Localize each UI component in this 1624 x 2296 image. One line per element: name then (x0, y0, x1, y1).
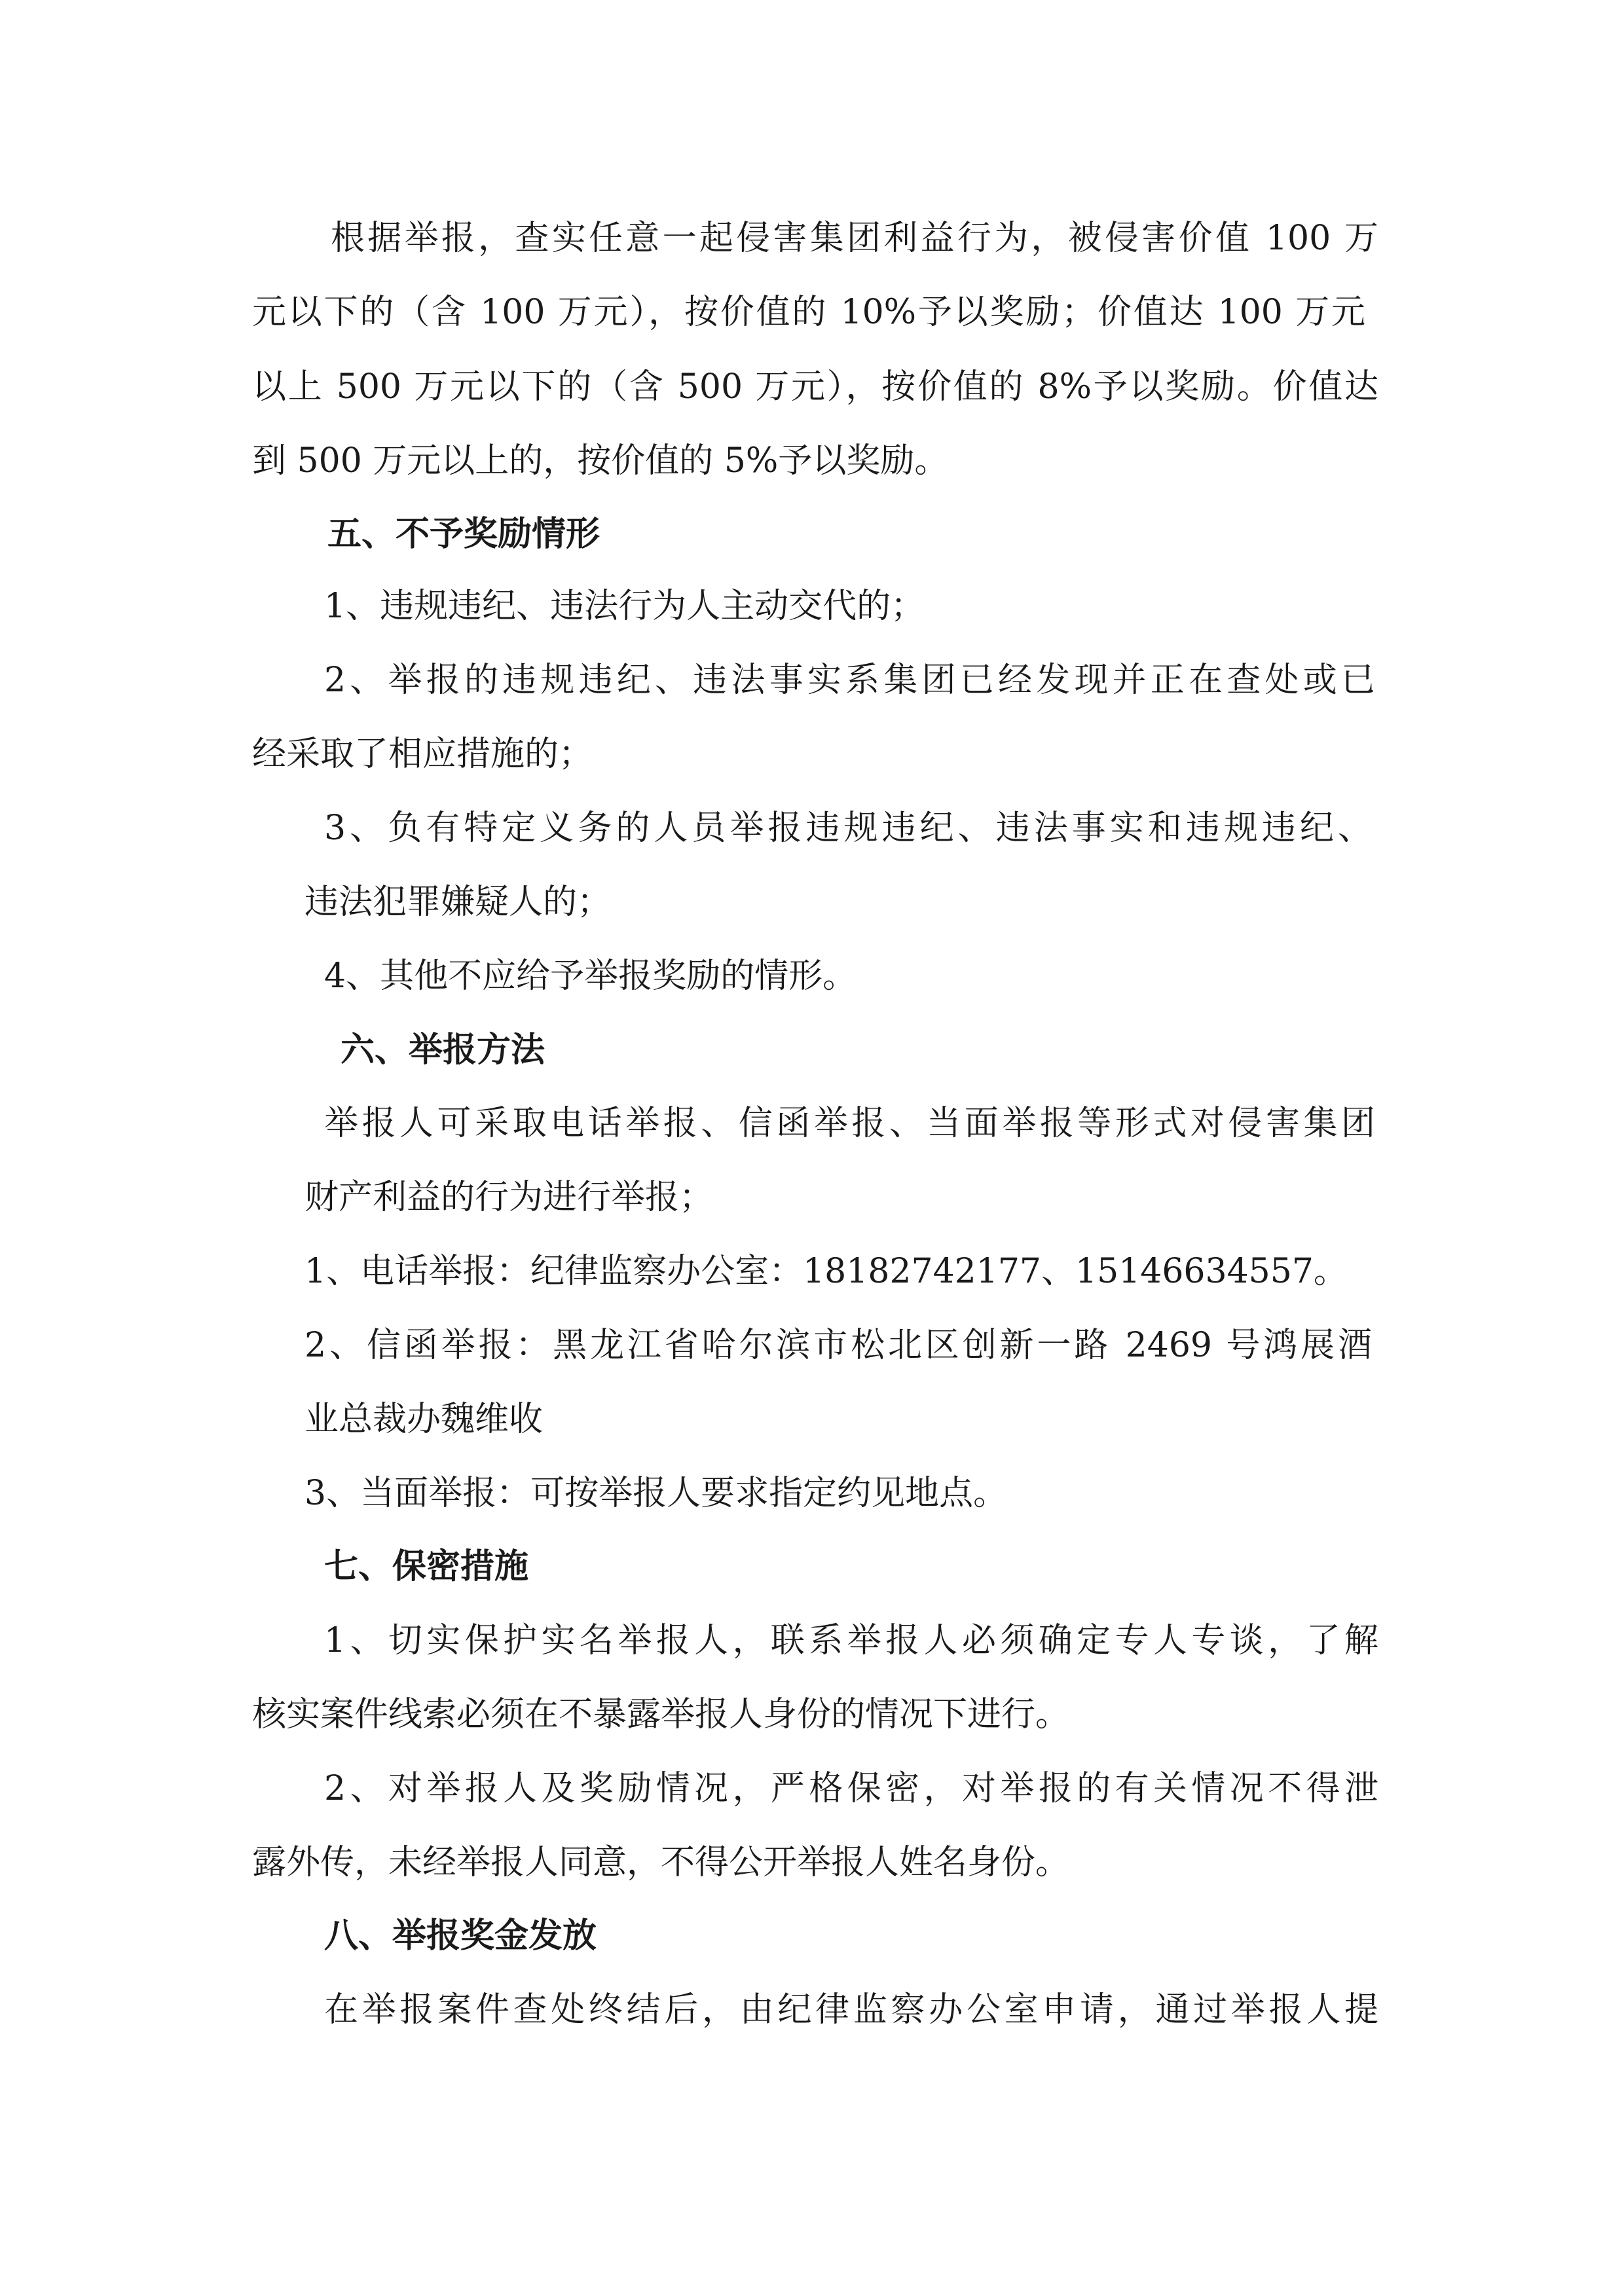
body-line: 在举报案件查处终结后，由纪律监察办公室申请，通过举报人提 (324, 1990, 1378, 2030)
body-line: 财产利益的行为进行举报； (304, 1178, 714, 1217)
section-heading: 七、保密措施 (324, 1547, 529, 1586)
body-line: 2、信函举报：黑龙江省哈尔滨市松北区创新一路 2469 号鸿展酒 (304, 1326, 1372, 1365)
section-heading: 六、举报方法 (341, 1030, 545, 1070)
body-line: 举报人可采取电话举报、信函举报、当面举报等形式对侵害集团 (324, 1104, 1375, 1143)
body-line: 2、对举报人及奖励情况，严格保密，对举报的有关情况不得泄 (324, 1769, 1378, 1808)
body-line: 业总裁办魏维收 (304, 1400, 544, 1439)
body-line: 露外传，未经举报人同意，不得公开举报人姓名身份。 (252, 1843, 1070, 1882)
body-line: 4、其他不应给予举报奖励的情形。 (324, 957, 857, 996)
body-line: 3、负有特定义务的人员举报违规违纪、违法事实和违规违纪、 (324, 809, 1372, 848)
body-line: 1、电话举报：纪律监察办公室：18182742177、15146634557。 (304, 1252, 1348, 1291)
body-line: 1、违规违纪、违法行为人主动交代的； (324, 587, 925, 626)
body-line: 以上 500 万元以下的（含 500 万元），按价值的 8%予以奖励。价值达 (252, 367, 1378, 407)
body-line: 核实案件线索必须在不暴露举报人身份的情况下进行。 (252, 1695, 1070, 1734)
body-line: 2、举报的违规违纪、违法事实系集团已经发现并正在查处或已 (324, 661, 1375, 700)
body-line: 到 500 万元以上的，按价值的 5%予以奖励。 (252, 441, 949, 481)
body-line: 根据举报，查实任意一起侵害集团利益行为，被侵害价值 100 万 (331, 219, 1378, 258)
body-line: 违法犯罪嫌疑人的； (304, 883, 612, 922)
section-heading: 五、不予奖励情形 (327, 515, 600, 554)
body-line: 3、当面举报：可按举报人要求指定约见地点。 (304, 1474, 1008, 1513)
body-line: 经采取了相应措施的； (252, 735, 593, 774)
body-line: 元以下的（含 100 万元），按价值的 10%予以奖励；价值达 100 万元 (252, 293, 1365, 332)
body-line: 1、切实保护实名举报人，联系举报人必须确定专人专谈，了解 (324, 1621, 1378, 1660)
section-heading: 八、举报奖金发放 (324, 1916, 597, 1956)
